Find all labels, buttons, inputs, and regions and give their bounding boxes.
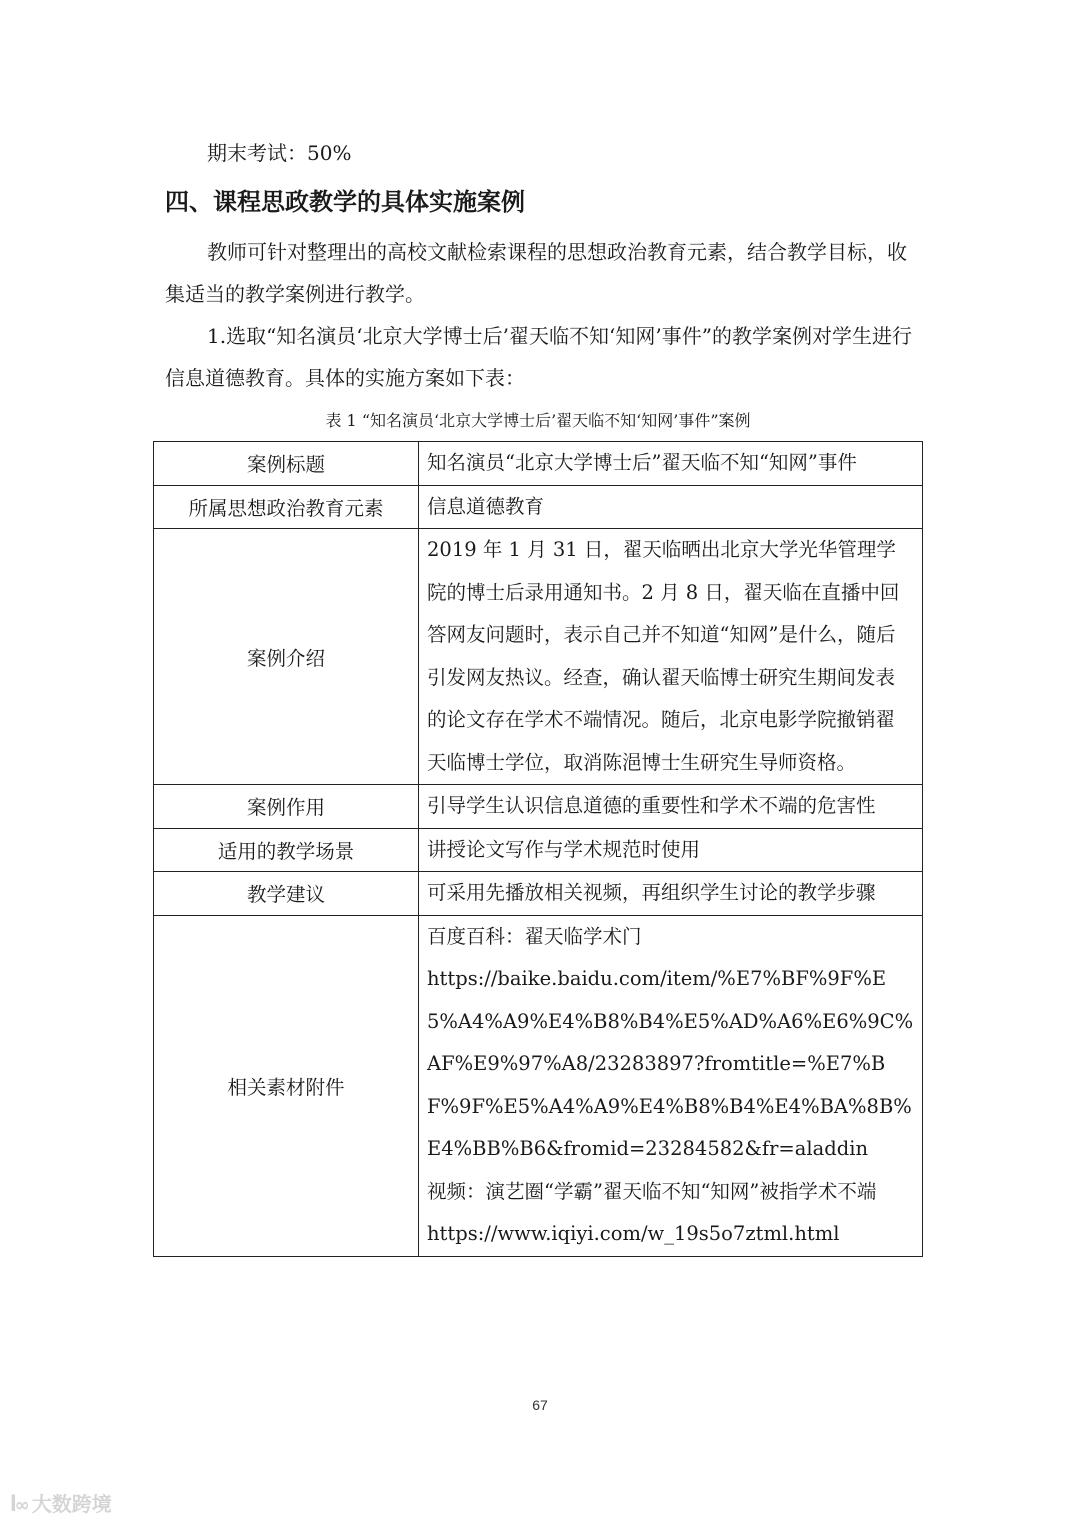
row-label: 案例介绍 bbox=[154, 529, 419, 785]
value-line: 百度百科：翟天临学术门 bbox=[427, 924, 642, 948]
row-value bbox=[419, 485, 923, 529]
value-line: 讲授论文写作与学术规范时使用 bbox=[427, 837, 701, 861]
case-table bbox=[153, 441, 923, 1257]
intro-paragraph: 教师可针对整理出的高校文献检索课程的思想政治教育元素，结合教学目标，收集适当的教学案例进行教学。 bbox=[165, 240, 907, 306]
exam-weight-line: 期末考试：50% bbox=[207, 141, 352, 165]
section-heading: 四、课程思政教学的具体实施案例 bbox=[165, 188, 525, 216]
value-line: 信息道德教育 bbox=[427, 494, 545, 518]
row-label: 案例标题 bbox=[154, 442, 419, 486]
row-label: 所属思想政治教育元素 bbox=[154, 485, 419, 529]
row-label: 相关素材附件 bbox=[154, 915, 419, 1256]
table-row bbox=[154, 872, 923, 916]
page-number: 67 bbox=[532, 1397, 548, 1413]
table-caption: 表 1 “知名演员‘北京大学博士后’翟天临不知‘知网’事件”案例 bbox=[325, 411, 751, 430]
row-value bbox=[419, 872, 923, 916]
value-line: 可采用先播放相关视频，再组织学生讨论的教学步骤 bbox=[427, 881, 876, 904]
row-value bbox=[419, 915, 923, 1256]
row-value bbox=[419, 828, 923, 872]
case-selection-paragraph: 1.选取“知名演员‘北京大学博士后’翟天临不知‘知网’事件”的教学案例对学生进行信息道德教育。具体的实施方案如下表： bbox=[165, 324, 912, 390]
table-row bbox=[154, 915, 923, 1256]
value-line: 引导学生认识信息道德的重要性和学术不端的危害性 bbox=[427, 794, 876, 817]
baike-link[interactable]: https://baike.baidu.com/item/%E7%BF%9F%E5%A4%A9%E4%B8%B4%E5%AD%A6%E6%9C%AF%E9%97%A8/23283897?fromtitle=%E7%BF%9F%E5%A4%A9%E4%B8%B4%E4%BA%8B%E4%BB%B6&fromid=23284582&fr=aladdin bbox=[427, 967, 914, 1160]
table-row bbox=[154, 485, 923, 529]
table-row bbox=[154, 442, 923, 486]
watermark-text: 大数跨境 bbox=[31, 1492, 112, 1516]
iqiyi-link[interactable]: https://www.iqiyi.com/w_19s5o7ztml.html bbox=[427, 1222, 840, 1245]
row-value bbox=[419, 785, 923, 829]
row-label: 案例作用 bbox=[154, 785, 419, 829]
value-line: 视频：演艺圈“学霸”翟天临不知“知网”被指学术不端 bbox=[427, 1179, 877, 1203]
value-line: 知名演员“北京大学博士后”翟天临不知“知网”事件 bbox=[427, 451, 857, 474]
watermark bbox=[10, 1488, 112, 1517]
table-row bbox=[154, 828, 923, 872]
row-label: 适用的教学场景 bbox=[154, 828, 419, 872]
row-value bbox=[419, 529, 923, 785]
watermark-logo-icon: ꟾ∞ bbox=[10, 1495, 28, 1516]
table-row bbox=[154, 529, 923, 785]
table-row bbox=[154, 785, 923, 829]
row-label: 教学建议 bbox=[154, 872, 419, 916]
value-line: 2019 年 1 月 31 日，翟天临晒出北京大学光华管理学院的博士后录用通知书。2 月 8 日，翟天临在直播中回答网友问题时，表示自己并不知道“知网”是什么，随后引发网友热议。经查，确认翟天临博士研究生期间发表的论文存在学术不端情况。随后，北京电影学院撤销翟天临博士学位，取消陈浥博士生研究生导师资格。 bbox=[427, 538, 900, 774]
row-value bbox=[419, 442, 923, 486]
